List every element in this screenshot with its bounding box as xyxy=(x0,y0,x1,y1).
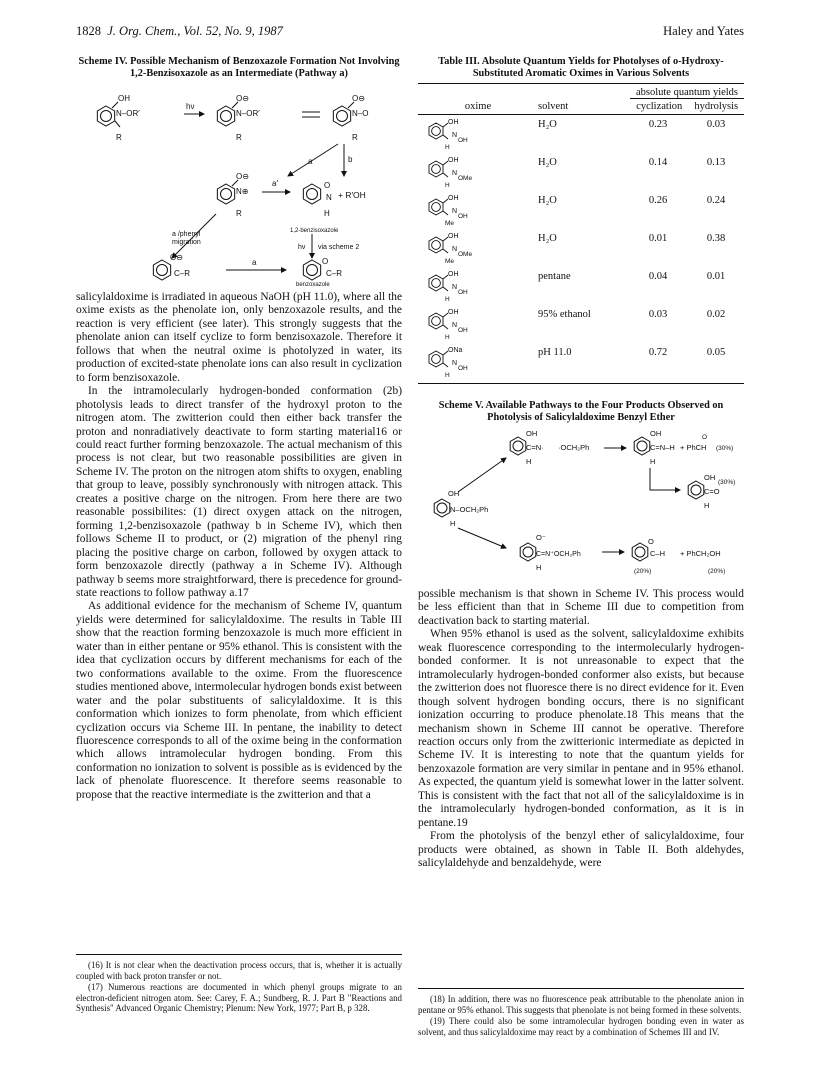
scheme4-caption: Scheme IV. Possible Mechanism of Benzoxazole Formation Not Involving 1,2-Benzisoxazole as an Intermediate (Pathway a) xyxy=(78,56,400,79)
s5-cnh: C=N–H xyxy=(650,443,675,452)
oxime-n: N xyxy=(452,208,458,215)
s4-m1-oh: OH xyxy=(118,94,130,103)
table3-header-solvent: solvent xyxy=(538,100,569,112)
oxime-structure xyxy=(424,267,534,305)
table3-header-cyclization: cyclization xyxy=(636,101,683,112)
oxime-r: H xyxy=(445,334,450,341)
s5-oh-4: OH xyxy=(448,489,460,498)
table-row xyxy=(418,115,744,153)
right-footnote-rule xyxy=(418,988,744,989)
left-paragraph-3: As additional evidence for the mechanism of Scheme IV, quantum yields were determined for salicylaldoxime. The results in Table III show that the reaction forming benzoxazole is much more efficient in water than in either pentane or 95% ethanol. This is consistent with the idea that cyclization occurs by different mechanisms for each of the two conformations available to the oxime. From the fluorescence studies mentioned above, intermolecular hydrogen bonds exist between water and the polar substituents of salicylaldoxime. It is this conformation which ionizes to form phenolate, from which efficient cyclization occurs via Scheme III. In pentane, the inability to detect fluorescence corresponds to all of the oxime being in the conformation which allows intramolecular hydrogen bonding. From this conformation no ionization to solvent is possible as is evidenced by the lack of phenolate fluorescence. It therefore seems reasonable to propose that the reactive intermediate is the zwitterion and that a xyxy=(76,600,402,801)
s4-label-a-prime: a′ xyxy=(272,179,278,188)
s5-h-5: H xyxy=(536,563,542,572)
table-row xyxy=(418,267,744,305)
solvent-cell: H₂O xyxy=(538,119,557,130)
hydrolysis-cell: 0.05 xyxy=(706,347,726,358)
table-row xyxy=(418,191,744,229)
oxime-sub: OH xyxy=(458,365,468,372)
svg-text:N⊕: N⊕ xyxy=(236,187,249,196)
oxime-structure xyxy=(424,191,534,229)
oxime-oh: OH xyxy=(448,119,459,126)
s5-salicylaldehyde xyxy=(688,473,720,510)
hydrolysis-cell: 0.24 xyxy=(706,195,726,206)
footnote-17: (17) Numerous reactions are documented in which phenyl groups migrate to an electron-deficient nitrogen atom. See: Carey, F. A.; Sundberg, R. J. Part B "Reactions and Synthesis" Advanced Organic Chemistry; Plenum: New York, 1977; Part B, p 328. xyxy=(76,982,402,1013)
s5-radical: ·OCH₂Ph xyxy=(558,443,590,452)
cyclization-cell: 0.26 xyxy=(648,195,668,206)
s4-benzoxazole-label: benzoxazole xyxy=(296,282,330,287)
s5-h-4: H xyxy=(450,519,456,528)
s4-benzoxazole xyxy=(303,257,342,280)
s5-benzyl-alcohol: + PhCH₂OH xyxy=(680,549,721,558)
footnote-19: (19) There could also be some intramolecular hydrogen bonding even in water as solvent, and thus salicylaldoxime may react by a combination of Schemes III and IV. xyxy=(418,1016,744,1037)
solvent-cell: H₂O xyxy=(538,157,557,168)
s4-m3-r: R xyxy=(352,133,358,142)
oxime-r: Me xyxy=(445,258,455,265)
oxime-sub: OMe xyxy=(458,175,473,182)
oxime-r: H xyxy=(445,144,450,151)
s4-via-hv: hν xyxy=(298,244,306,251)
s5-imine xyxy=(634,429,675,466)
oxime-oh: OH xyxy=(448,195,459,202)
right-footnotes xyxy=(418,994,744,1038)
s4-label-a: a xyxy=(308,157,313,166)
left-paragraph-2: In the intramolecularly hydrogen-bonded conformation (2b) photolysis leads to direct transfer of the hydroxyl proton to the nitrogen atom. The zwitterion could then either back transfer the proton and nonradiatively deactivate to form starting material16 or could react further forming benzoxazole. The actual mechanism of this process is not clear, but two reasonable possibilities are given in Scheme IV. The proton on the nitrogen atom shifts to oxygen, enabling that group to leave, possibly synchronously with nitrogen attack. This creates a positive charge on the nitrogen. From here there are two reasonable possibilites: (1) direct oxygen attack on the nitrogen, forming 1,2-benzisoxazole (pathway b in Scheme IV), which then follows Scheme II to product, or (2) migration of the phenyl ring placing the positive charge on carbon, followed by oxygen attack to form benzoxazole directly (pathway a in Scheme IV). Although pathway b seems more straightforward, there is precedence for ground-state reactions to follow pathway a.17 xyxy=(76,385,402,599)
page-number: 1828 xyxy=(76,24,101,38)
solvent-cell: 95% ethanol xyxy=(538,309,591,320)
oxime-oh: ONa xyxy=(448,347,463,354)
oxime-sub: OMe xyxy=(458,251,473,258)
right-paragraph-1: possible mechanism is that shown in Scheme IV. This process would be less efficient than that in Scheme III due to competition from deactivation back to starting material. xyxy=(418,588,744,627)
s5-o: O xyxy=(702,434,708,441)
oxime-n: N xyxy=(452,284,458,291)
s4-label-b: b xyxy=(348,155,353,164)
s4-via-scheme: via scheme 2 xyxy=(318,244,360,251)
cyclization-cell: 0.14 xyxy=(648,157,668,168)
svg-text:C=N·: C=N· xyxy=(526,443,544,452)
table3-caption: Table III. Absolute Quantum Yields for Photolyses of o-Hydroxy-Substituted Aromatic Oximes in Various Solvents xyxy=(438,56,724,79)
journal-citation: J. Org. Chem., Vol. 52, No. 9, 1987 xyxy=(107,24,283,38)
svg-text:O⊖: O⊖ xyxy=(352,94,365,103)
s4-molecule-2 xyxy=(217,94,260,142)
oxime-n: N xyxy=(452,360,458,367)
s4-m5-cr: C–R xyxy=(174,269,191,278)
table3 xyxy=(418,83,744,115)
s4-phenyl: a /phenyl xyxy=(172,231,201,238)
scheme5-caption: Scheme V. Available Pathways to the Four Products Observed on Photolysis of Salicylaldoxime Benzyl Ether xyxy=(438,400,724,423)
svg-text:H: H xyxy=(324,209,330,218)
solvent-cell: pH 11.0 xyxy=(538,347,572,358)
s5-yield-30b: (30%) xyxy=(718,479,736,486)
right-paragraph-2: When 95% ethanol is used as the solvent, salicylaldoxime exhibits weak fluorescence corresponding to the intermolecularly hydrogen-bonded conformer. It is not unreasonable to expect that the intramolecularly hydrogen-bonded conformer also exists, but because the zwitterion does not fluoresce there is no direct evidence for it. Even though solvent hydrogen bonding occurs, there is no significant ionization occurring to produce phenolate.18 This means that the mechanism shown in Scheme III cannot be operative. Therefore reaction occurs only from the zwitterionic intermediate as depicted in Scheme IV. It is interesting to note that the quantum yields for benzoxazole formation are very similar in pentane and in 95% ethanol. As expected, the quantum yield is somewhat lower in the latter solvent. This is consistent with the fact that not all of the salicylaldoxime is in the intramolecularly hydrogen-bonded conformation, as it is in pentane.19 xyxy=(418,628,744,829)
s5-h-1: H xyxy=(526,457,532,466)
s4-m2-nor: N–OR′ xyxy=(236,109,260,118)
footnote-16: (16) It is not clear when the deactivation process occurs, that is, whether it is actually coupled with back proton transfer or not. xyxy=(76,960,402,981)
table3-bottom-rule xyxy=(418,383,744,384)
oxime-oh: OH xyxy=(448,309,459,316)
table-row xyxy=(418,343,744,381)
table3-blank-2 xyxy=(538,84,630,99)
cyclization-cell: 0.72 xyxy=(648,347,668,358)
oxime-r: H xyxy=(445,182,450,189)
running-header xyxy=(76,24,744,40)
s4-m4-r: R xyxy=(236,209,242,218)
s5-yield-20a: (20%) xyxy=(634,568,652,575)
s5-h-2: H xyxy=(650,457,656,466)
scheme5-diagram xyxy=(418,428,744,578)
s4-m1-nor: N–OR′ xyxy=(116,109,140,118)
oxime-structure xyxy=(424,153,534,191)
oxime-structure xyxy=(424,343,534,381)
footnote-18: (18) In addition, there was no fluorescence peak attributable to the phenolate anion in pentane or 95% ethanol. This suggests that phenolate is not being formed in these solvents. xyxy=(418,994,744,1015)
s5-oh-1: OH xyxy=(526,429,538,438)
s5-benzoxazole xyxy=(632,537,665,561)
s5-yield-30a: (30%) xyxy=(716,445,734,452)
oxime-n: N xyxy=(452,170,458,177)
svg-text:O: O xyxy=(648,537,654,546)
svg-text:O: O xyxy=(322,257,329,266)
s5-radical-pair xyxy=(510,429,589,466)
table-row xyxy=(418,305,744,343)
header-left xyxy=(76,24,283,39)
oxime-structure xyxy=(424,229,534,267)
svg-text:O⊖: O⊖ xyxy=(236,172,249,181)
s4-migration: migration xyxy=(172,239,201,246)
hydrolysis-cell: 0.02 xyxy=(706,309,726,320)
s4-molecule-1 xyxy=(97,94,140,142)
oxime-structure xyxy=(424,115,534,153)
svg-text:O⊖: O⊖ xyxy=(170,253,183,262)
s5-zw: C=N⁺OCH₂Ph xyxy=(536,551,581,558)
oxime-sub: OH xyxy=(458,213,468,220)
table-row xyxy=(418,153,744,191)
cyclization-cell: 0.23 xyxy=(648,119,668,130)
oxime-r: Me xyxy=(445,220,455,227)
s4-hv: hν xyxy=(186,102,195,111)
svg-text:O: O xyxy=(324,181,331,190)
s5-phch: + PhCH xyxy=(680,443,707,452)
left-paragraph-1: salicylaldoxime is irradiated in aqueous NaOH (pH 11.0), where all the oxime exists as the phenolate ion, only benzoxazole results, and the reaction is very efficient (see later). This strongly suggests that the phenolate anion can itself cyclize to form benzisoxazole. Therefore it follows that when the neutral oxime is photolyzed in water, its production of excited-state phenolate ions can also result in cyclization to form benzisoxazole. xyxy=(76,291,402,384)
table3-group-header: absolute quantum yields xyxy=(630,84,744,99)
s5-zwitterion xyxy=(520,533,581,572)
s5-ch: C–H xyxy=(650,549,666,558)
oxime-r: H xyxy=(445,296,450,303)
table-row xyxy=(418,229,744,267)
hydrolysis-cell: 0.13 xyxy=(706,157,726,168)
s5-oh-3: OH xyxy=(704,473,716,482)
table3-header-hydrolysis: hydrolysis xyxy=(694,101,739,112)
oxime-n: N xyxy=(452,246,458,253)
table3-blank-1 xyxy=(418,84,538,99)
s4-molecule-3 xyxy=(333,94,368,142)
header-authors: Haley and Yates xyxy=(663,24,744,38)
oxime-sub: OH xyxy=(458,137,468,144)
hydrolysis-cell: 0.38 xyxy=(706,233,726,244)
s4-benzisoxazole-label: 1,2-benzisoxazole xyxy=(290,228,339,234)
scheme4-diagram xyxy=(76,82,402,287)
cyclization-cell: 0.04 xyxy=(648,271,668,282)
s4-m6-cr: C–R xyxy=(326,269,343,278)
right-column xyxy=(418,56,744,871)
s4-label-a2: a xyxy=(252,258,257,267)
svg-text:O⊖: O⊖ xyxy=(236,94,249,103)
s5-start xyxy=(434,489,488,528)
oxime-n: N xyxy=(452,132,458,139)
s4-benzisoxazole xyxy=(303,181,332,218)
table3-body xyxy=(418,115,744,381)
oxime-structure xyxy=(424,305,534,343)
s5-h-3: H xyxy=(704,501,710,510)
hydrolysis-cell: 0.01 xyxy=(706,271,726,282)
s4-molecule-4 xyxy=(217,172,249,218)
svg-text:O⁻: O⁻ xyxy=(536,533,546,542)
s4-molecule-5 xyxy=(153,253,190,280)
oxime-oh: OH xyxy=(448,271,459,278)
s4-m2-r: R xyxy=(236,133,242,142)
oxime-n: N xyxy=(452,322,458,329)
left-footnote-rule xyxy=(76,954,402,955)
left-footnotes xyxy=(76,960,402,1015)
s5-oh-2: OH xyxy=(650,429,662,438)
solvent-cell: pentane xyxy=(538,271,571,282)
solvent-cell: H₂O xyxy=(538,233,557,244)
s5-yield-20b: (20%) xyxy=(708,568,726,575)
oxime-sub: OH xyxy=(458,289,468,296)
oxime-oh: OH xyxy=(448,233,459,240)
cyclization-cell: 0.01 xyxy=(648,233,668,244)
oxime-sub: OH xyxy=(458,327,468,334)
solvent-cell: H₂O xyxy=(538,195,557,206)
oxime-oh: OH xyxy=(448,157,459,164)
right-paragraph-3: From the photolysis of the benzyl ether of salicylaldoxime, four products were obtained, as shown in Table II. Both aldehydes, salicylaldehyde and benzaldehyde, were xyxy=(418,830,744,870)
table3-header-oxime: oxime xyxy=(464,100,492,112)
hydrolysis-cell: 0.03 xyxy=(706,119,726,130)
left-column xyxy=(76,56,402,802)
s4-m1-r: R xyxy=(116,133,122,142)
right-body xyxy=(418,588,744,871)
cyclization-cell: 0.03 xyxy=(648,309,668,320)
s5-cdo: C=O xyxy=(704,487,720,496)
s4-roh: + R′OH xyxy=(338,190,366,200)
s5-start-label: N–OCH₂Ph xyxy=(450,505,489,514)
oxime-r: H xyxy=(445,372,450,379)
svg-text:N: N xyxy=(326,193,332,202)
left-body xyxy=(76,291,402,802)
svg-text:N–O: N–O xyxy=(352,109,369,118)
